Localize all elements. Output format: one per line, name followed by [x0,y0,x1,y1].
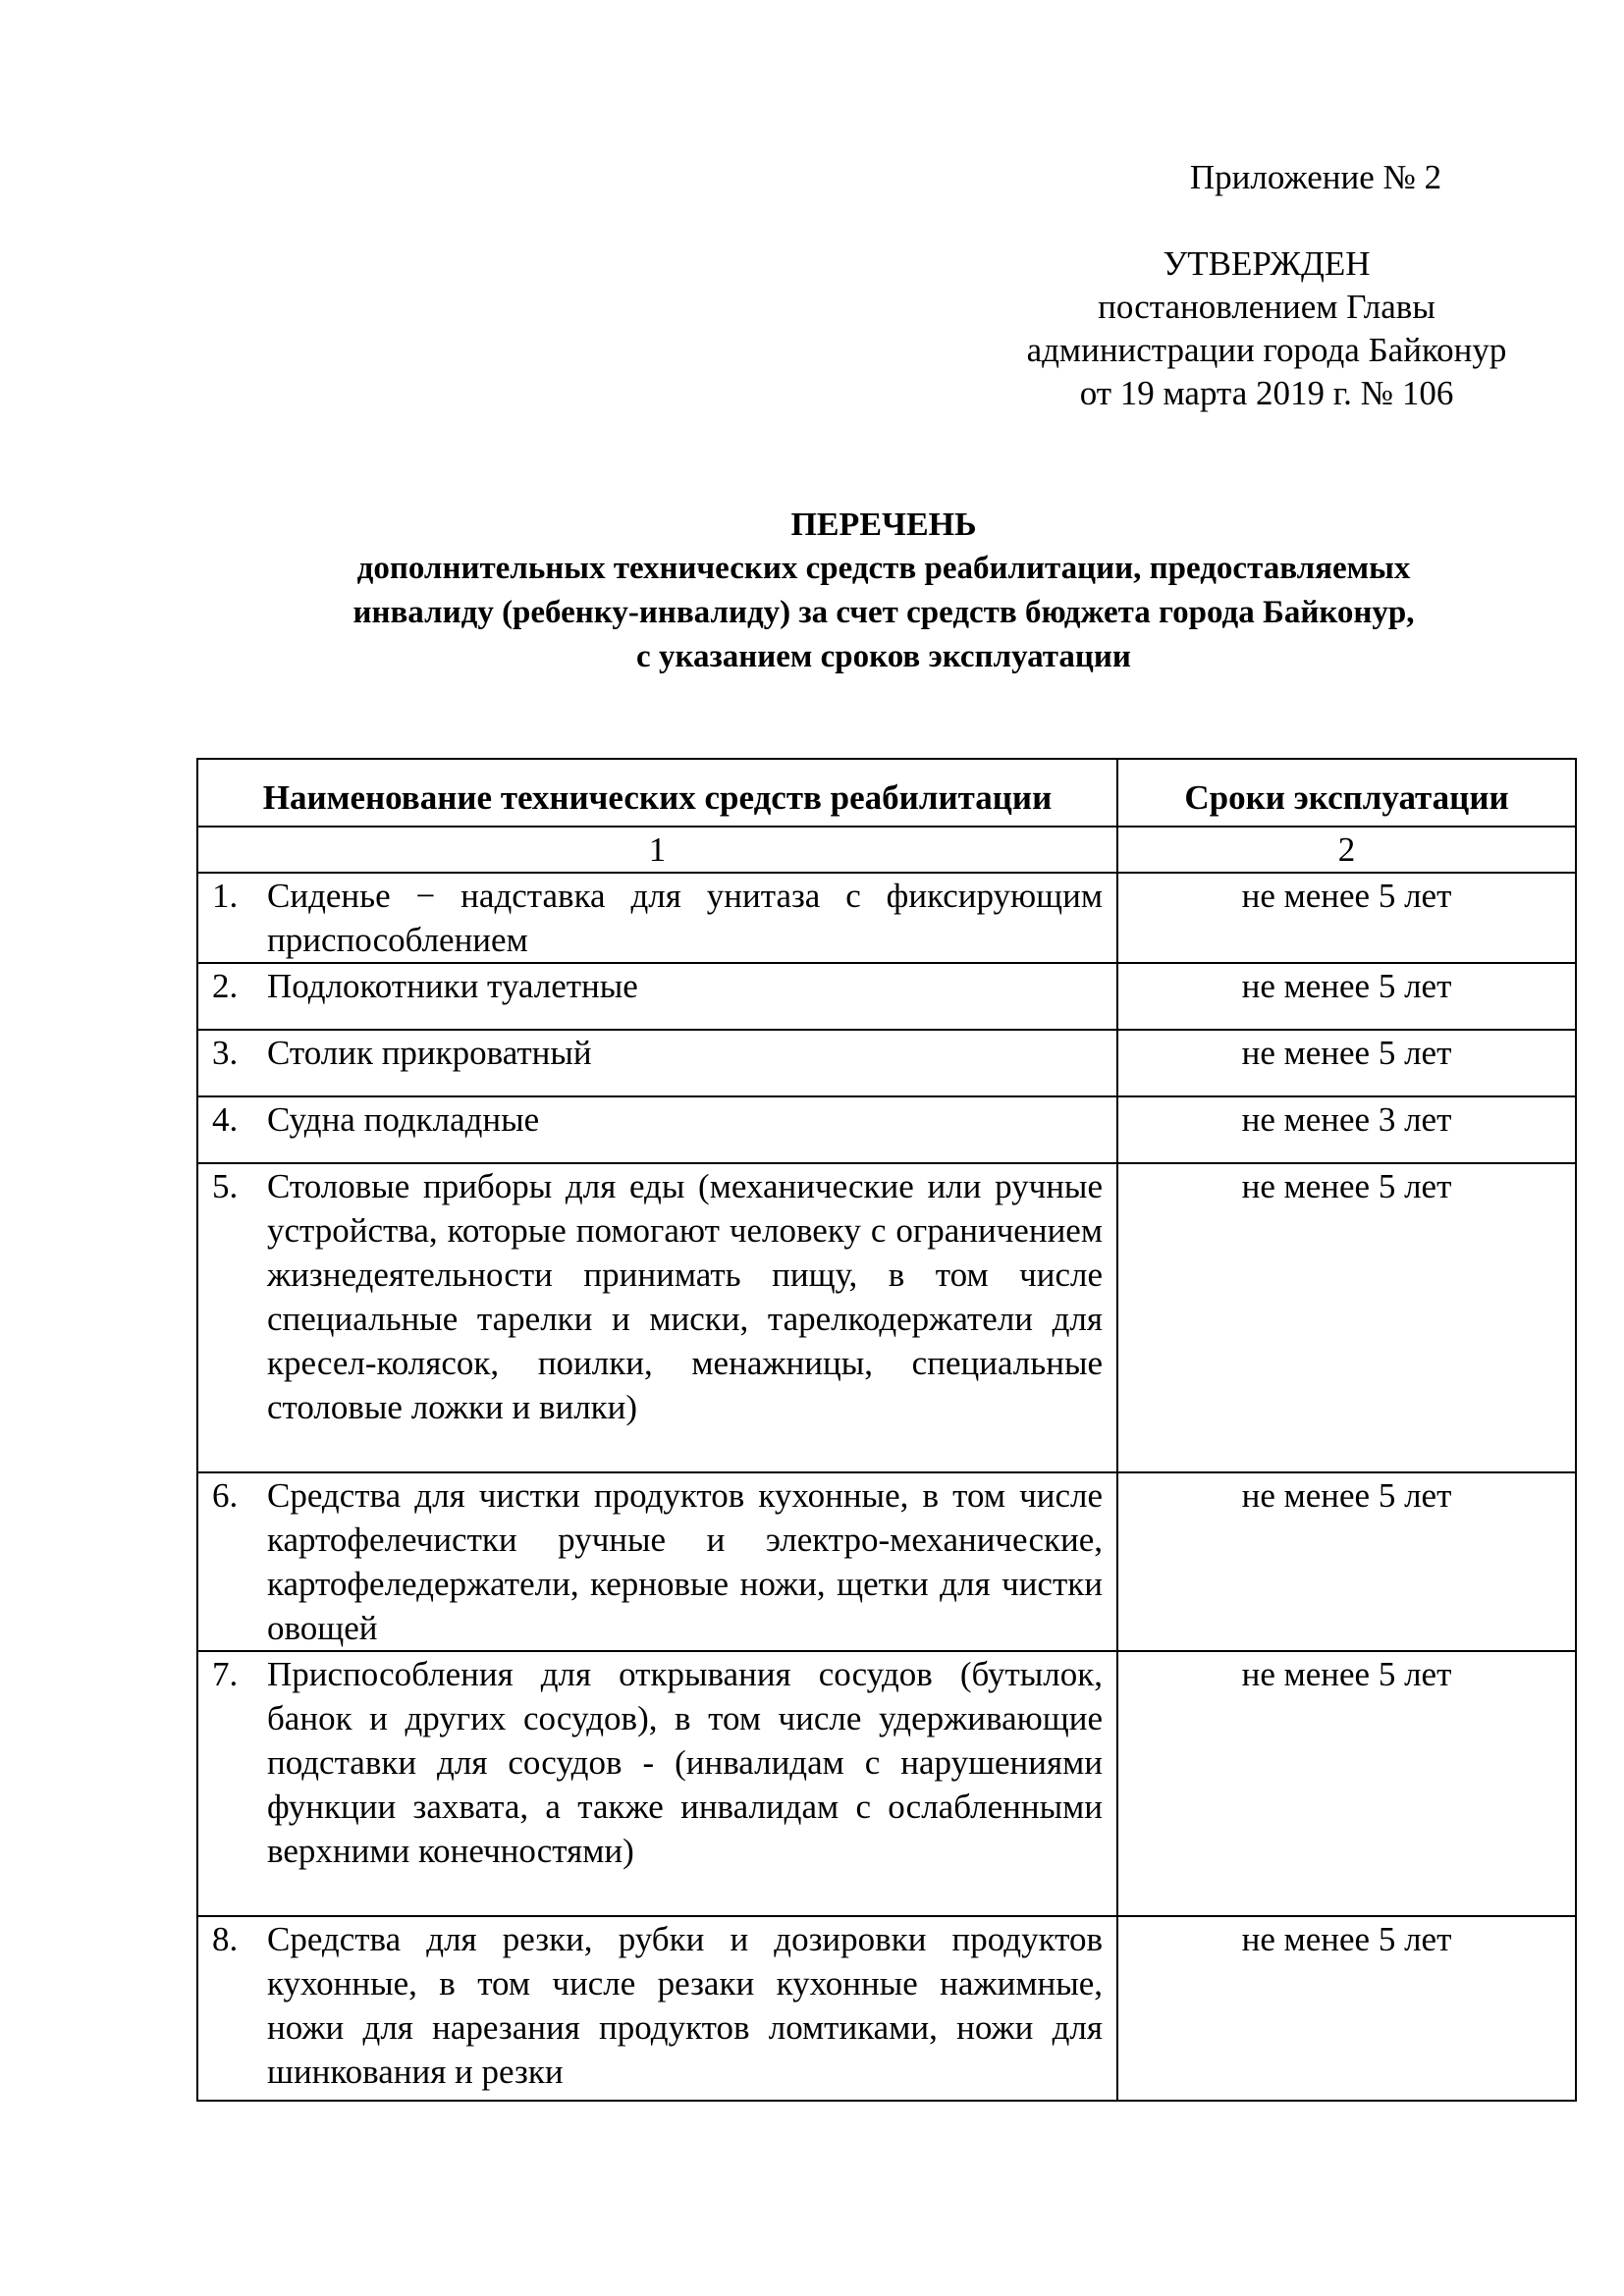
title-main: ПЕРЕЧЕНЬ [790,507,977,543]
item-number: 8. [212,1920,239,1958]
item-name-cell [197,1472,1117,1651]
item-term-cell: не менее 5 лет [1117,963,1576,1030]
table-header-row [197,759,1576,827]
table-row [197,1472,1576,1651]
item-name-text [212,1917,1103,2094]
table-row [197,1916,1576,2101]
rehabilitation-means-table [196,758,1577,2102]
item-name-text [212,1097,1103,1142]
column-header-term: Сроки эксплуатации [1117,759,1576,827]
item-name: Подлокотники туалетные [267,967,638,1005]
title-line: инвалиду (ребенку-инвалиду) за счет средств бюджета города Байконур, [352,595,1415,630]
item-name-text [212,1473,1103,1650]
table-row [197,963,1576,1030]
item-number: 7. [212,1655,239,1693]
column-header-name: Наименование технических средств реабилитации [197,759,1117,827]
approved-by-line: постановлением Главы [1098,288,1435,326]
appendix-label: Приложение № 2 [1189,158,1442,196]
item-name-cell [197,963,1117,1030]
item-term-cell: не менее 5 лет [1117,1916,1576,2101]
table-row [197,1030,1576,1096]
approved-stamp: УТВЕРЖДЕН [1163,244,1371,283]
item-term-cell: не менее 5 лет [1117,1030,1576,1096]
title-line: с указанием сроков эксплуатации [636,639,1131,674]
item-number: 6. [212,1476,239,1515]
item-name-text [212,874,1103,962]
item-name: Приспособления для открывания сосудов (бутылок, банок и других сосудов), в том числе удерживающие подставки для сосудов - (инвалидам с нарушениями функции захвата, а также инвалидам с ослабленными верхними конечностями) [267,1655,1103,1870]
item-name-text [212,964,1103,1008]
approval-block [972,242,1561,415]
item-number: 5. [212,1167,239,1205]
item-name: Сиденье − надставка для унитаза с фиксирующим приспособлением [267,877,1103,959]
document-title [196,503,1571,679]
item-name-text [212,1031,1103,1075]
title-line: дополнительных технических средств реабилитации, предоставляемых [356,551,1411,586]
item-name-cell [197,1163,1117,1472]
item-name: Средства для чистки продуктов кухонные, в том числе картофелечистки ручные и электро-механические, картофеледержатели, керновые ножи, щетки для чистки овощей [267,1476,1103,1647]
item-name: Судна подкладные [267,1100,540,1139]
item-name: Столовые приборы для еды (механические или ручные устройства, которые помогают человеку с ограничением жизнедеятельности принимать пищу, в том числе специальные тарелки и миски, тарелкодержатели для кресел-колясок, поилки, менажницы, специальные столовые ложки и вилки) [267,1167,1103,1426]
item-number: 3. [212,1034,239,1072]
table-row [197,1096,1576,1163]
item-name-cell [197,873,1117,963]
item-term-cell: не менее 5 лет [1117,1472,1576,1651]
column-number-row [197,827,1576,873]
item-number: 4. [212,1100,239,1139]
item-name-cell [197,1096,1117,1163]
table-row [197,873,1576,963]
item-name: Средства для резки, рубки и дозировки продуктов кухонные, в том числе резаки кухонные нажимные, ножи для нарезания продуктов ломтиками, ножи для шинкования и резки [267,1920,1103,2091]
table-row [197,1163,1576,1472]
approved-by-line: администрации города Байконур [1026,331,1507,369]
item-name-cell [197,1030,1117,1096]
column-number: 1 [197,827,1117,873]
table-row [197,1651,1576,1916]
item-name-text [212,1652,1103,1873]
item-term-cell: не менее 5 лет [1117,1163,1576,1472]
item-number: 1. [212,877,239,915]
item-name-cell [197,1651,1117,1916]
item-number: 2. [212,967,239,1005]
item-term-cell: не менее 3 лет [1117,1096,1576,1163]
item-name-cell [197,1916,1117,2101]
item-term-cell: не менее 5 лет [1117,873,1576,963]
item-term-cell: не менее 5 лет [1117,1651,1576,1916]
approved-date: от 19 марта 2019 г. № 106 [1079,374,1454,412]
item-name-text [212,1164,1103,1429]
column-number: 2 [1117,827,1576,873]
item-name: Столик прикроватный [267,1034,592,1072]
